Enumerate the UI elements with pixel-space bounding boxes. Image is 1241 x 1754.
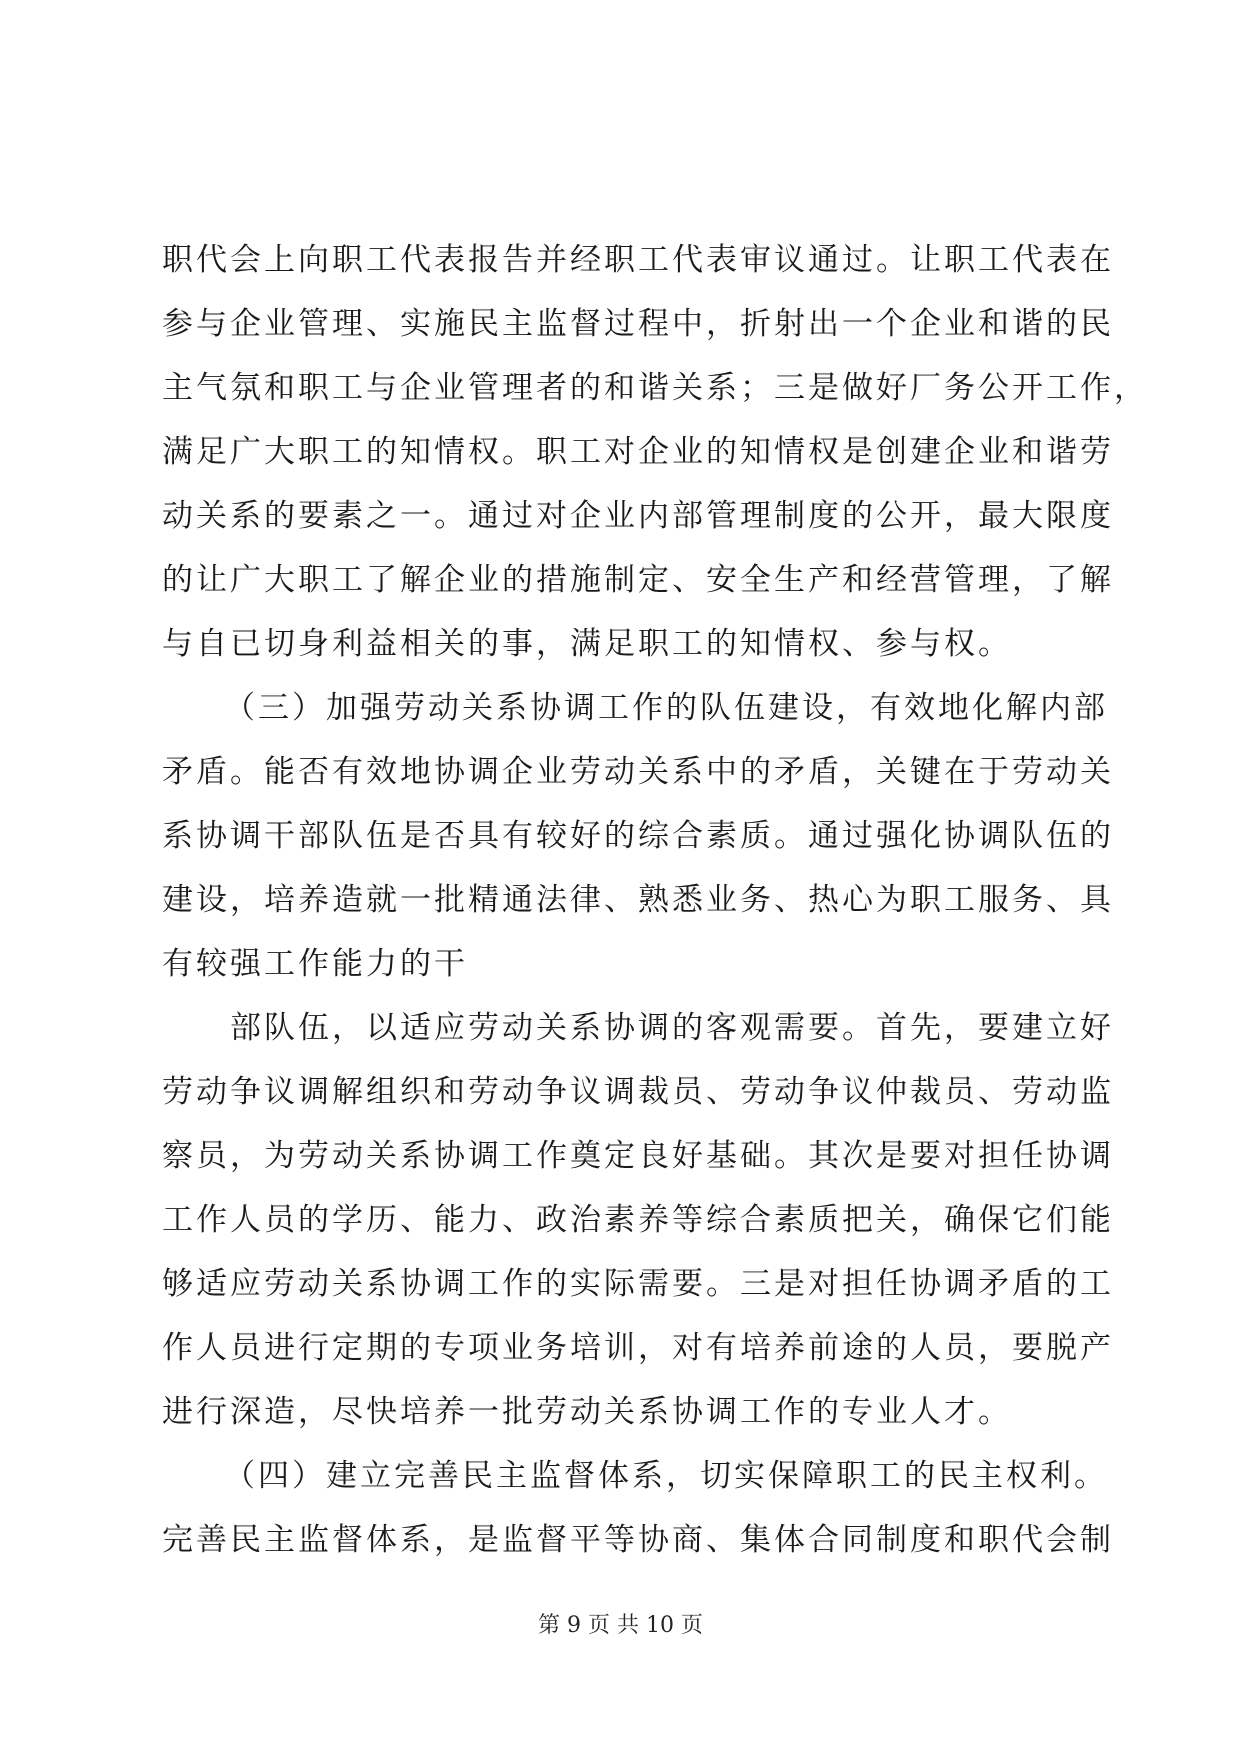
document-body: [162, 228, 1148, 1572]
text-line: 进行深造，尽快培养一批劳动关系协调工作的专业人才。: [162, 1394, 1012, 1430]
text-line: 劳动争议调解组织和劳动争议调裁员、劳动争议仲裁员、劳动监: [162, 1074, 1114, 1110]
text-line: 察员，为劳动关系协调工作奠定良好基础。其次是要对担任协调: [162, 1138, 1114, 1174]
text-line: （四）建立完善民主监督体系，切实保障职工的民主权利。: [224, 1458, 1108, 1494]
text-line: 部队伍，以适应劳动关系协调的客观需要。首先，要建立好: [230, 1010, 1114, 1046]
text-line: 主气氛和职工与企业管理者的和谐关系；三是做好厂务公开工作，: [162, 370, 1148, 406]
text-line: 够适应劳动关系协调工作的实际需要。三是对担任协调矛盾的工: [162, 1266, 1114, 1302]
page-footer: 第 9 页 共 10 页: [538, 1613, 703, 1638]
text-line: 建设，培养造就一批精通法律、熟悉业务、热心为职工服务、具: [162, 882, 1114, 918]
text-line: （三）加强劳动关系协调工作的队伍建设，有效地化解内部: [224, 690, 1108, 726]
text-line: 动关系的要素之一。通过对企业内部管理制度的公开，最大限度: [162, 498, 1114, 534]
text-line: 满足广大职工的知情权。职工对企业的知情权是创建企业和谐劳: [162, 434, 1114, 470]
text-line: 有较强工作能力的干: [162, 946, 468, 982]
text-line: 与自已切身利益相关的事，满足职工的知情权、参与权。: [162, 626, 1012, 662]
text-line: 工作人员的学历、能力、政治素养等综合素质把关，确保它们能: [162, 1202, 1114, 1238]
text-line: 完善民主监督体系，是监督平等协商、集体合同制度和职代会制: [162, 1522, 1114, 1558]
text-line: 矛盾。能否有效地协调企业劳动关系中的矛盾，关键在于劳动关: [162, 754, 1114, 790]
text-line: 参与企业管理、实施民主监督过程中，折射出一个企业和谐的民: [162, 306, 1114, 342]
text-line: 职代会上向职工代表报告并经职工代表审议通过。让职工代表在: [162, 242, 1114, 278]
text-line: 作人员进行定期的专项业务培训，对有培养前途的人员，要脱产: [162, 1330, 1114, 1366]
text-line: 系协调干部队伍是否具有较好的综合素质。通过强化协调队伍的: [162, 818, 1114, 854]
text-line: 的让广大职工了解企业的措施制定、安全生产和经营管理，了解: [162, 562, 1114, 598]
